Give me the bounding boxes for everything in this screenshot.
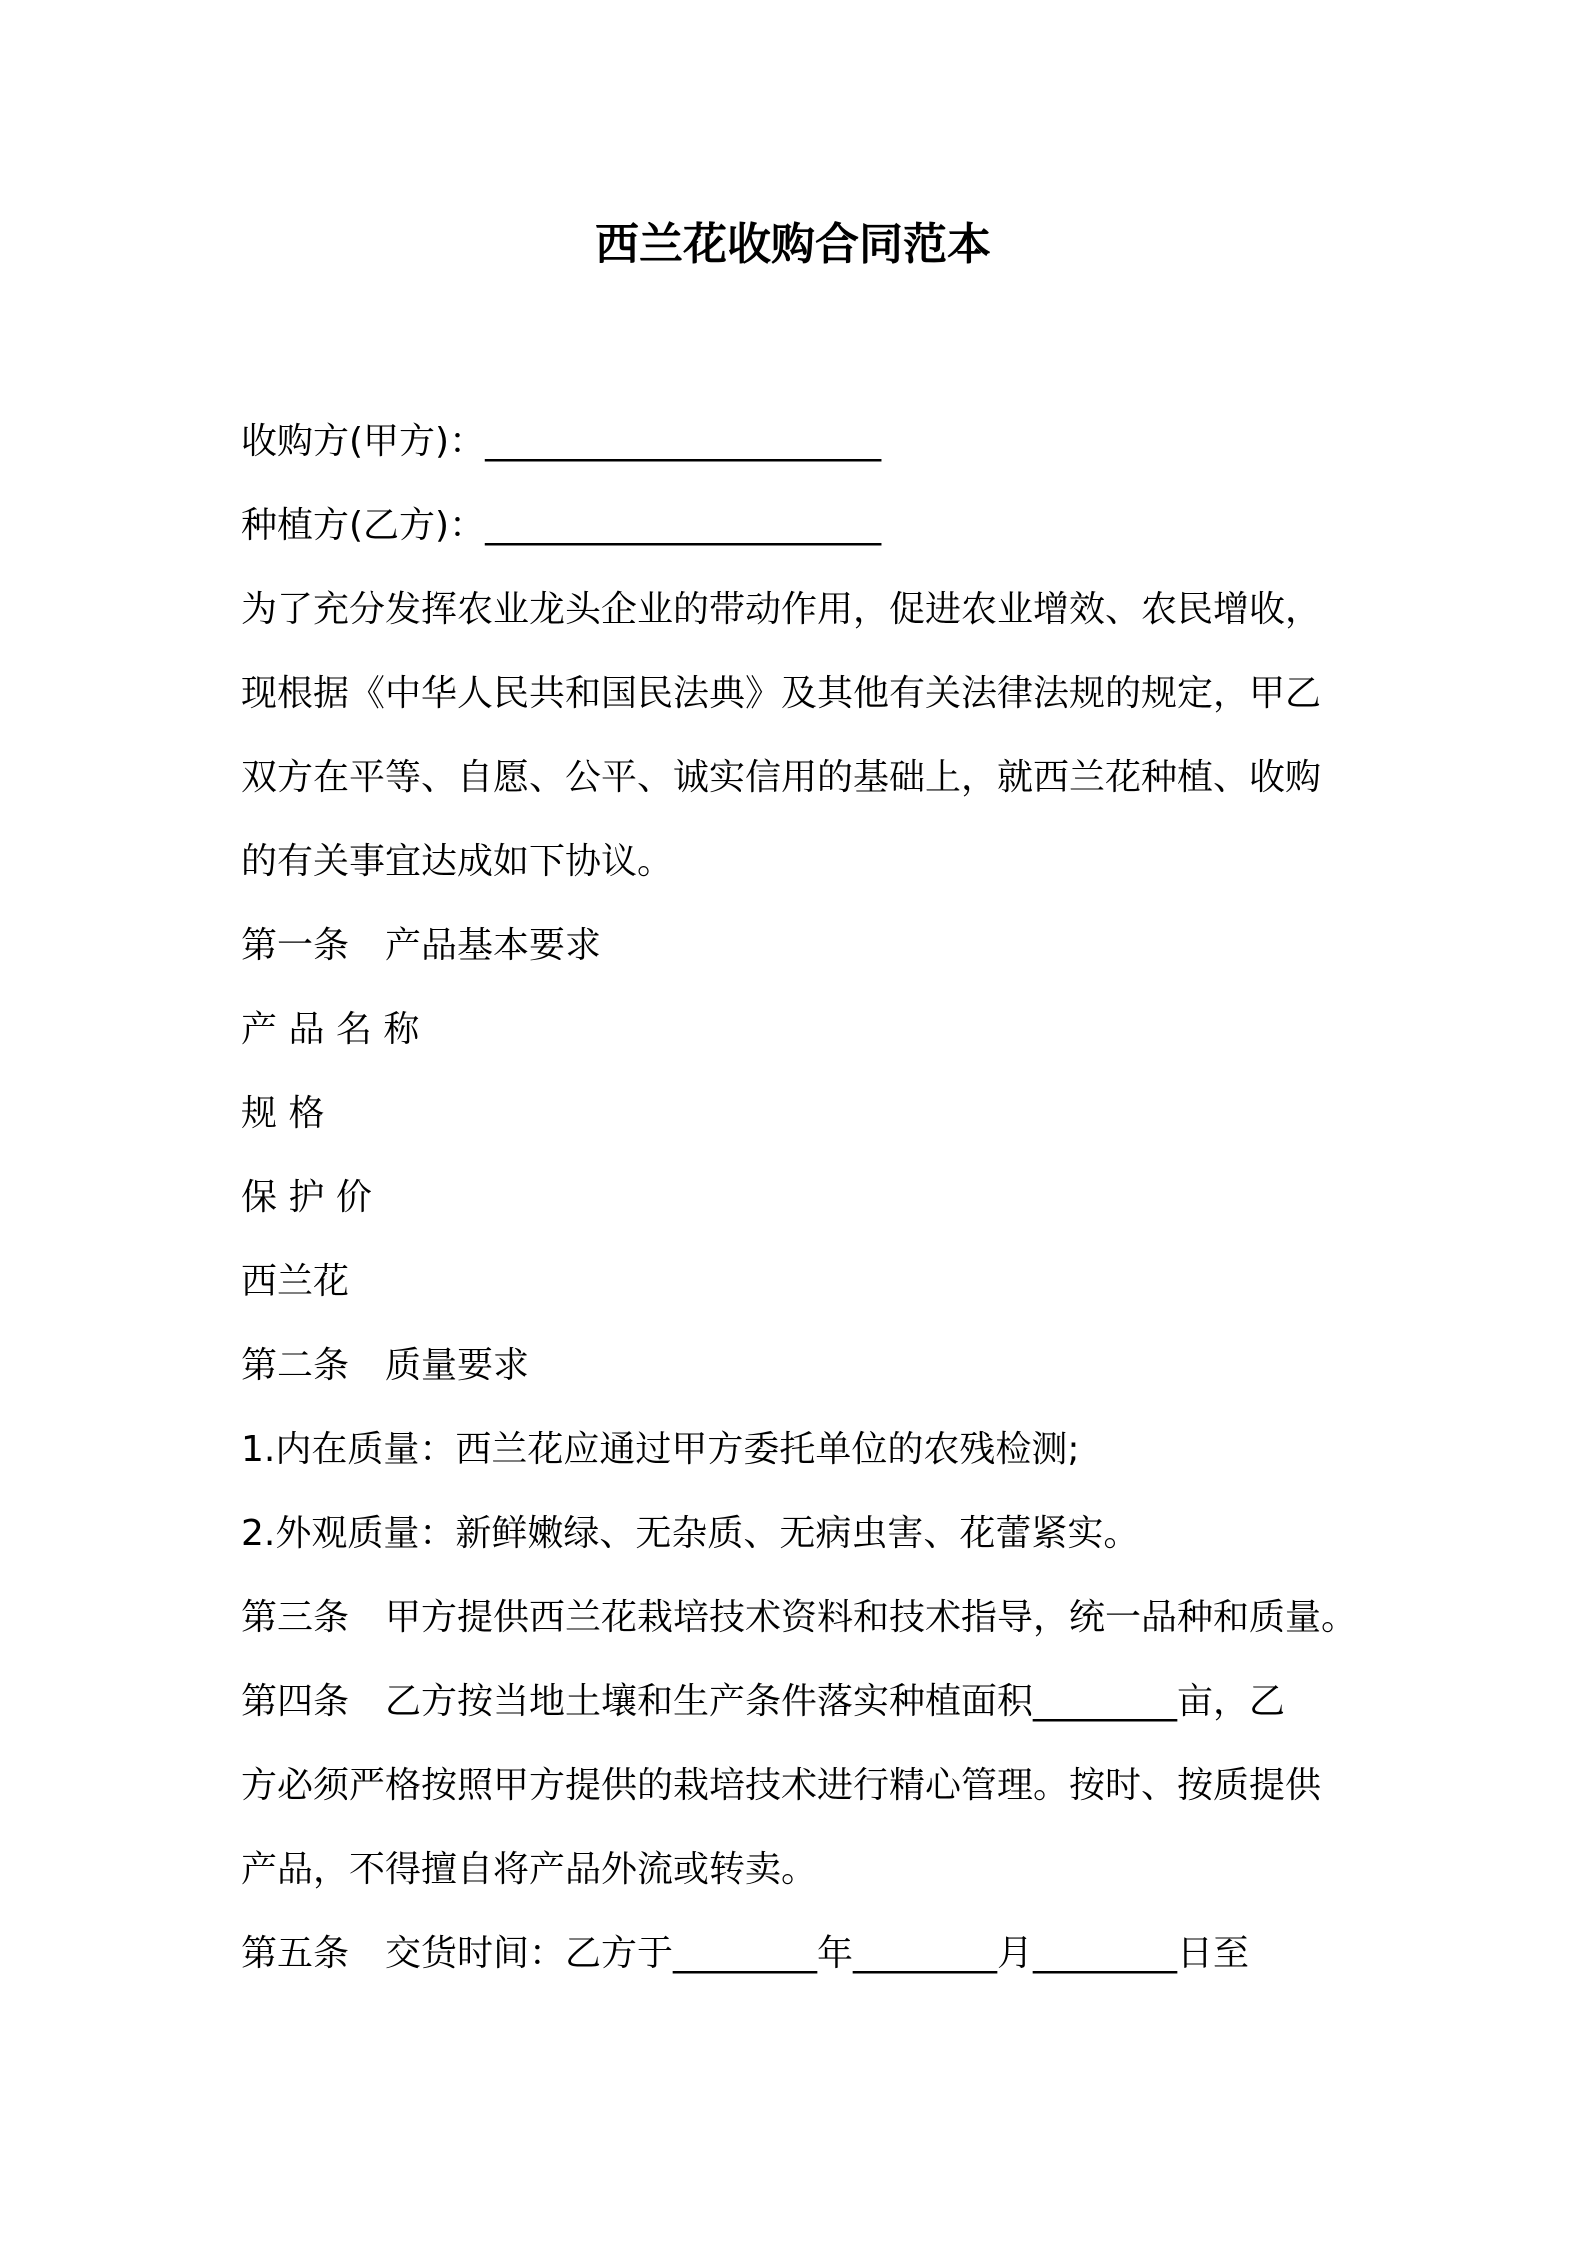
article-4-line-1: 第四条 乙方按当地土壤和生产条件落实种植面积________亩，乙 xyxy=(241,1681,1286,1722)
article-3: 第三条 甲方提供西兰花栽培技术资料和技术指导，统一品种和质量。 xyxy=(241,1597,1358,1638)
quality-internal: 1.内在质量：西兰花应通过甲方委托单位的农残检测; xyxy=(241,1429,1080,1470)
article-2-heading: 第二条 质量要求 xyxy=(241,1345,530,1386)
article-4-line-3: 产品，不得擅自将产品外流或转卖。 xyxy=(241,1849,818,1890)
document-body xyxy=(241,400,1386,1996)
preamble-line-3: 双方在平等、自愿、公平、诚实信用的基础上，就西兰花种植、收购 xyxy=(241,757,1322,798)
product-broccoli: 西兰花 xyxy=(241,1261,350,1302)
article-1-heading: 第一条 产品基本要求 xyxy=(241,925,602,966)
quality-appearance: 2.外观质量：新鲜嫩绿、无杂质、无病虫害、花蕾紧实。 xyxy=(241,1513,1140,1554)
spec-label: 规 格 xyxy=(241,1093,325,1134)
party-b-line: 种植方(乙方)：______________________ xyxy=(241,505,882,546)
product-name-label: 产 品 名 称 xyxy=(241,1009,420,1050)
preamble-line-1: 为了充分发挥农业龙头企业的带动作用，促进农业增效、农民增收， xyxy=(241,589,1322,630)
party-a-line: 收购方(甲方)：______________________ xyxy=(241,421,882,462)
preamble-line-2: 现根据《中华人民共和国民法典》及其他有关法律法规的规定，甲乙 xyxy=(241,673,1322,714)
protective-price-label: 保 护 价 xyxy=(241,1177,372,1218)
article-4-line-2: 方必须严格按照甲方提供的栽培技术进行精心管理。按时、按质提供 xyxy=(241,1765,1322,1806)
preamble-line-4: 的有关事宜达成如下协议。 xyxy=(241,841,674,882)
article-5-line-1: 第五条 交货时间：乙方于________年________月________日至 xyxy=(241,1933,1250,1974)
document-title: 西兰花收购合同范本 xyxy=(595,219,991,270)
